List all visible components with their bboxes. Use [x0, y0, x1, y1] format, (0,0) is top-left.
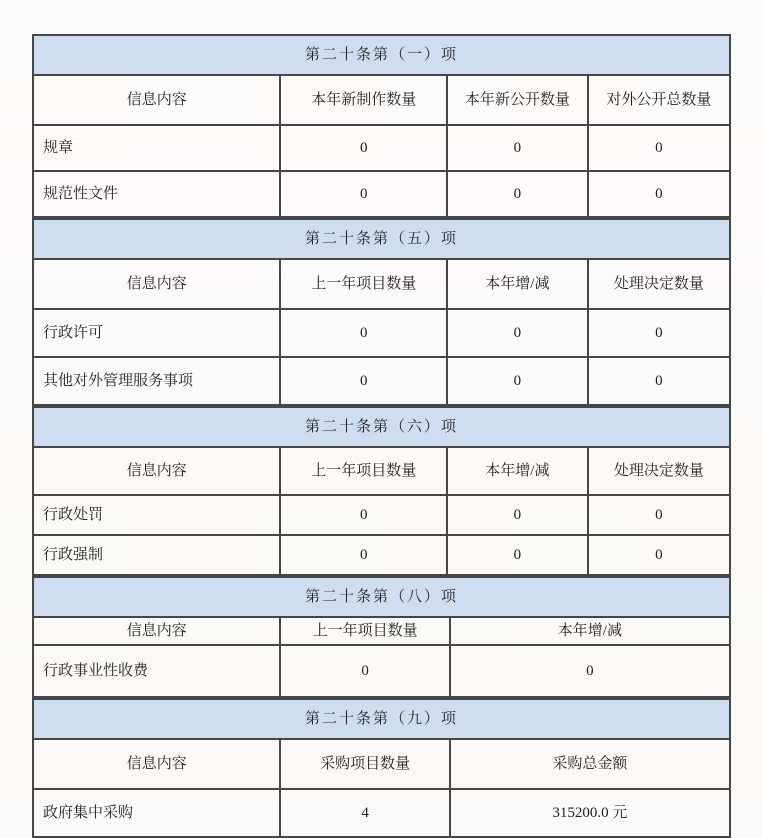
column-header: 采购项目数量	[280, 739, 449, 789]
column-header: 上一年项目数量	[280, 259, 447, 309]
column-header: 信息内容	[33, 447, 280, 495]
column-header: 信息内容	[33, 739, 280, 789]
header-row	[33, 259, 730, 309]
section-table-2	[32, 218, 731, 406]
header-row	[33, 447, 730, 495]
section-title: 第二十条第（一）项	[33, 35, 730, 75]
section-band	[33, 35, 730, 75]
value-cell: 0	[280, 495, 447, 535]
section-table-3	[32, 406, 731, 576]
value-cell: 0	[447, 171, 588, 217]
section-title: 第二十条第（八）项	[33, 577, 730, 617]
column-header: 本年新制作数量	[280, 75, 447, 125]
value-cell: 4	[280, 789, 449, 837]
column-header: 信息内容	[33, 75, 280, 125]
table-row	[33, 535, 730, 575]
report-table-container	[32, 34, 731, 838]
row-label: 行政事业性收费	[33, 645, 280, 697]
column-header: 对外公开总数量	[588, 75, 730, 125]
value-cell: 0	[588, 495, 730, 535]
column-header: 处理决定数量	[588, 447, 730, 495]
header-row	[33, 617, 730, 645]
table-row	[33, 645, 730, 697]
column-header: 处理决定数量	[588, 259, 730, 309]
header-row	[33, 739, 730, 789]
column-header: 本年增/减	[450, 617, 730, 645]
column-header: 本年新公开数量	[447, 75, 588, 125]
row-label: 规范性文件	[33, 171, 280, 217]
value-cell: 0	[447, 495, 588, 535]
value-cell: 0	[588, 125, 730, 171]
column-header: 信息内容	[33, 617, 280, 645]
section-band	[33, 577, 730, 617]
value-cell: 0	[447, 535, 588, 575]
row-label: 行政处罚	[33, 495, 280, 535]
column-header: 上一年项目数量	[280, 447, 447, 495]
row-label: 行政许可	[33, 309, 280, 357]
value-cell: 0	[280, 645, 449, 697]
section-title: 第二十条第（九）项	[33, 699, 730, 739]
value-cell: 0	[588, 357, 730, 405]
value-cell: 0	[588, 309, 730, 357]
table-row	[33, 125, 730, 171]
value-cell: 0	[280, 309, 447, 357]
column-header: 采购总金额	[450, 739, 730, 789]
section-title: 第二十条第（五）项	[33, 219, 730, 259]
row-label: 规章	[33, 125, 280, 171]
section-table-1	[32, 34, 731, 218]
table-row	[33, 495, 730, 535]
value-cell: 0	[450, 645, 730, 697]
row-label: 其他对外管理服务事项	[33, 357, 280, 405]
table-row	[33, 357, 730, 405]
column-header: 信息内容	[33, 259, 280, 309]
section-band	[33, 699, 730, 739]
section-table-4	[32, 576, 731, 698]
row-label: 行政强制	[33, 535, 280, 575]
table-row	[33, 171, 730, 217]
value-cell: 0	[447, 357, 588, 405]
value-cell: 315200.0 元	[450, 789, 730, 837]
header-row	[33, 75, 730, 125]
column-header: 本年增/减	[447, 447, 588, 495]
value-cell: 0	[280, 535, 447, 575]
section-title: 第二十条第（六）项	[33, 407, 730, 447]
column-header: 上一年项目数量	[280, 617, 449, 645]
section-table-5	[32, 698, 731, 838]
value-cell: 0	[588, 171, 730, 217]
table-row	[33, 309, 730, 357]
value-cell: 0	[447, 309, 588, 357]
section-band	[33, 407, 730, 447]
value-cell: 0	[280, 171, 447, 217]
value-cell: 0	[280, 357, 447, 405]
section-band	[33, 219, 730, 259]
row-label: 政府集中采购	[33, 789, 280, 837]
value-cell: 0	[447, 125, 588, 171]
column-header: 本年增/减	[447, 259, 588, 309]
value-cell: 0	[280, 125, 447, 171]
table-row	[33, 789, 730, 837]
value-cell: 0	[588, 535, 730, 575]
